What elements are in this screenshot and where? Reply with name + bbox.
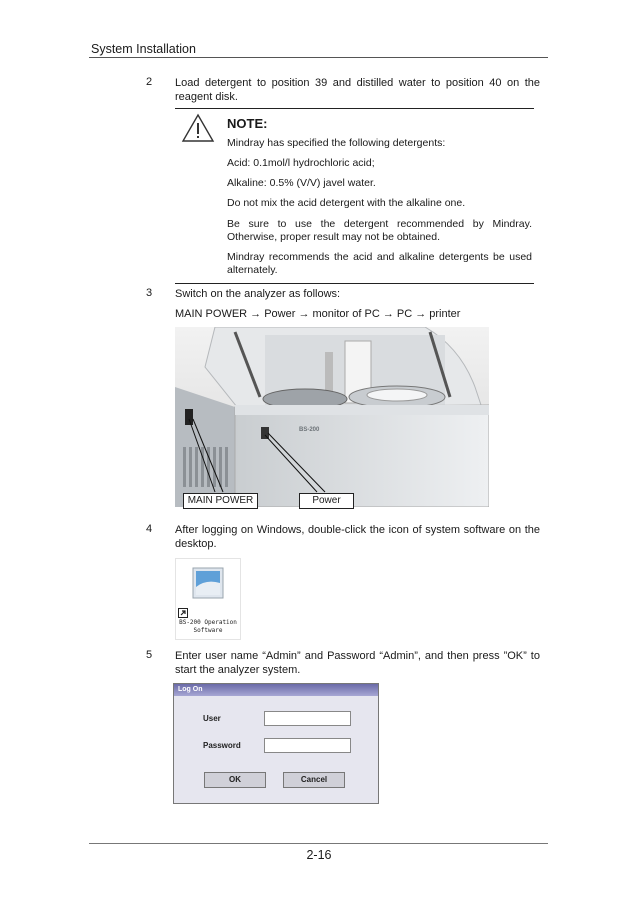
password-label: Password bbox=[203, 741, 241, 750]
note-top-rule bbox=[175, 108, 534, 109]
power-callout: Power bbox=[299, 493, 354, 509]
note-bottom-rule bbox=[175, 283, 534, 284]
note-line: Mindray has specified the following detergents: bbox=[227, 137, 446, 149]
header-title: System Installation bbox=[91, 42, 196, 56]
header-rule bbox=[89, 57, 548, 58]
warning-icon bbox=[181, 113, 215, 143]
power-sequence: MAIN POWER → Power → monitor of PC → PC → printer bbox=[175, 308, 461, 320]
footer-rule bbox=[89, 843, 548, 844]
note-line: Acid: 0.1mol/l hydrochloric acid; bbox=[227, 157, 375, 169]
page-number: 2-16 bbox=[306, 848, 332, 862]
dialog-title: Log On bbox=[178, 686, 203, 693]
desktop-icon-label: BS-200 Operation bbox=[179, 619, 237, 626]
shortcut-arrow-icon bbox=[178, 605, 188, 615]
step-number: 2 bbox=[146, 76, 153, 88]
panel-label: BS-200 bbox=[299, 427, 320, 433]
note-title: NOTE: bbox=[227, 116, 268, 131]
step-text: After logging on Windows, double-click the icon of system software on the desktop. bbox=[175, 524, 540, 550]
analyzer-photo bbox=[175, 327, 489, 507]
step-number: 4 bbox=[146, 523, 153, 535]
step-number: 5 bbox=[146, 649, 153, 661]
note-line: Alkaline: 0.5% (V/V) javel water. bbox=[227, 177, 376, 189]
cancel-button[interactable]: Cancel bbox=[283, 772, 345, 788]
main-power-callout: MAIN POWER bbox=[183, 493, 258, 509]
note-line: Be sure to use the detergent recommended by Mindray. Otherwise, proper result may not be obtained. bbox=[227, 218, 532, 243]
step-text: Enter user name “Admin” and Password “Admin”, and then press ”OK” to start the analyzer system. bbox=[175, 650, 540, 676]
password-input[interactable] bbox=[264, 738, 351, 753]
step-text: Switch on the analyzer as follows: bbox=[175, 288, 341, 300]
logon-dialog bbox=[173, 683, 379, 804]
step-number: 3 bbox=[146, 287, 153, 299]
step-text: Load detergent to position 39 and distilled water to position 40 on the reagent disk. bbox=[175, 77, 540, 103]
note-line: Do not mix the acid detergent with the alkaline one. bbox=[227, 197, 466, 209]
user-input[interactable] bbox=[264, 711, 351, 726]
monitor-icon bbox=[192, 567, 224, 599]
dialog-title-bar bbox=[174, 684, 378, 696]
desktop-icon-label: Software bbox=[193, 627, 223, 634]
ok-button[interactable]: OK bbox=[204, 772, 266, 788]
note-line: Mindray recommends the acid and alkaline detergents be used alternately. bbox=[227, 251, 532, 276]
user-label: User bbox=[203, 714, 221, 723]
bs200-software-desktop-icon[interactable] bbox=[175, 558, 241, 640]
